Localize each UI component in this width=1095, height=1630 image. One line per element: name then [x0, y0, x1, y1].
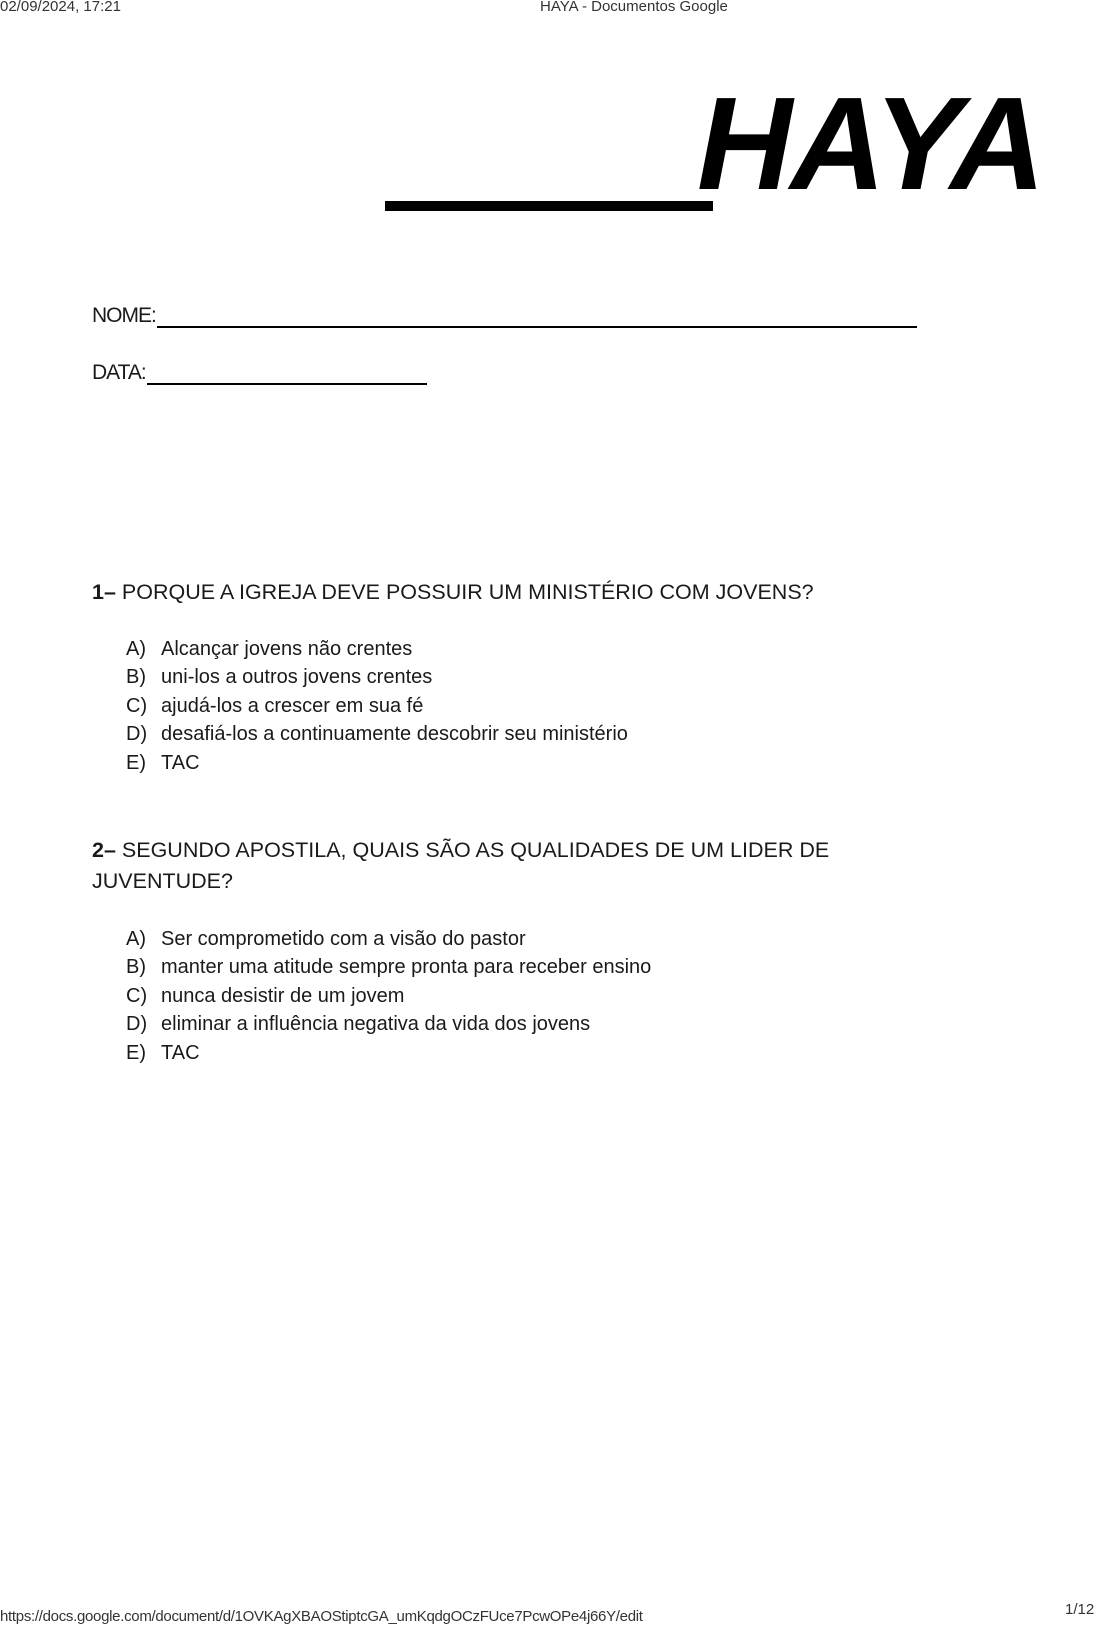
print-document-title: HAYA - Documentos Google	[540, 0, 728, 15]
option-text: uni-los a outros jovens crentes	[161, 666, 433, 689]
question-1	[92, 577, 952, 608]
option-letter: D)	[126, 723, 148, 746]
date-label: DATA:	[92, 361, 146, 384]
question-1-options	[126, 635, 628, 777]
option-text: Alcançar jovens não crentes	[161, 638, 413, 660]
question-2-options	[126, 925, 651, 1067]
print-timestamp: 02/09/2024, 17:21	[0, 0, 121, 15]
option-text: desafiá-los a continuamente descobrir seu ministério	[161, 723, 628, 746]
date-field	[92, 359, 427, 385]
option-text: eliminar a influência negativa da vida dos jovens	[161, 1013, 591, 1036]
option-letter: A)	[126, 638, 146, 660]
option-text: manter uma atitude sempre pronta para receber ensino	[161, 956, 652, 979]
option-letter: C)	[126, 984, 148, 1007]
page-number: 1/12	[1065, 1601, 1095, 1618]
option-item	[126, 982, 651, 1010]
option-item	[126, 720, 628, 748]
option-text: ajudá-los a crescer em sua fé	[161, 694, 424, 717]
option-letter: E)	[126, 1041, 146, 1064]
title-underline	[385, 201, 713, 211]
option-text: TAC	[161, 1041, 200, 1064]
name-label: NOME:	[92, 304, 156, 327]
name-blank-line	[157, 302, 917, 328]
option-item	[126, 749, 628, 777]
option-item	[126, 1039, 651, 1067]
question-number: 1–	[92, 580, 116, 604]
question-text: PORQUE A IGREJA DEVE POSSUIR UM MINISTÉRIO COM JOVENS?	[115, 580, 814, 604]
document-title: HAYA	[697, 70, 1044, 217]
option-item	[126, 635, 628, 663]
option-letter: C)	[126, 694, 148, 717]
question-number: 2–	[92, 838, 116, 862]
option-text: Ser comprometido com a visão do pastor	[161, 928, 526, 950]
date-blank-line	[147, 359, 427, 385]
option-item	[126, 692, 628, 720]
question-text: SEGUNDO APOSTILA, QUAIS SÃO AS QUALIDADES DE UM LIDER DE JUVENTUDE?	[92, 838, 830, 893]
option-text: nunca desistir de um jovem	[161, 984, 405, 1007]
option-text: TAC	[161, 751, 200, 774]
option-item	[126, 1010, 651, 1038]
option-item	[126, 925, 651, 953]
option-letter: A)	[126, 928, 146, 950]
option-letter: D)	[126, 1013, 148, 1036]
option-item	[126, 663, 628, 691]
option-letter: E)	[126, 751, 146, 774]
question-2	[92, 835, 952, 897]
name-field	[92, 302, 917, 328]
print-url: https://docs.google.com/document/d/1OVKAgXBAOStiptcGA_umKqdgOCzFUce7PcwOPe4j66Y/edit	[0, 1608, 643, 1625]
option-letter: B)	[126, 956, 146, 979]
option-item	[126, 953, 651, 981]
option-letter: B)	[126, 666, 146, 689]
